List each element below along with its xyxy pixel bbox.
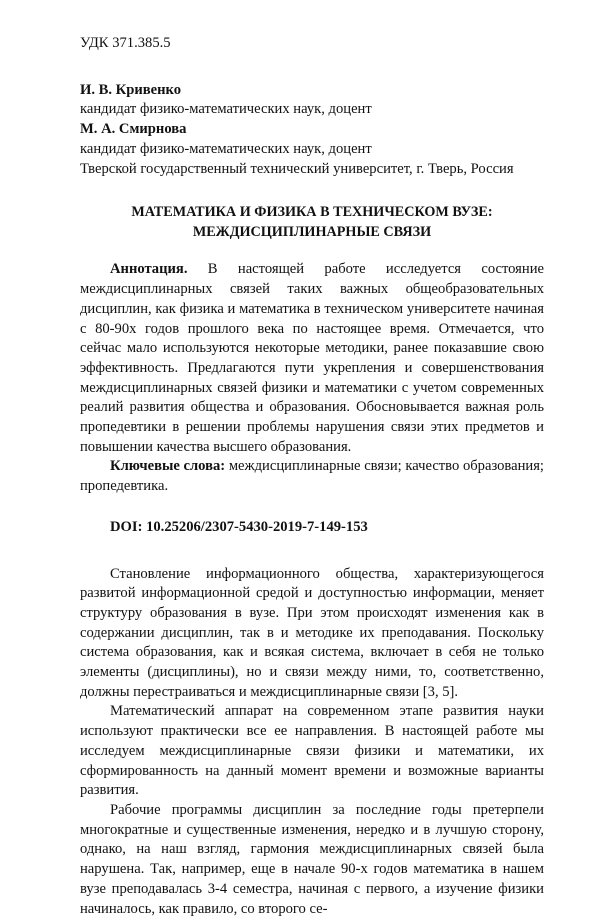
body-paragraph: Рабочие программы дисциплин за последние годы претерпели многократные и существенные изменения, нередко и в лучшую сторону, однако, на наш взгляд, гармония междисциплинарных связей была нарушена. Так, например, еще в начале 90-х годов математика в нашем вузе преподавалась 3-4 семестра, начиная с первого, а изучение физики начиналось, как правило, со второго се- xyxy=(80,801,544,917)
article-title xyxy=(80,203,544,242)
abstract-label: Аннотация. xyxy=(110,261,188,278)
article-title-line: МЕЖДИСЦИПЛИНАРНЫЕ СВЯЗИ xyxy=(192,223,432,240)
body-paragraph: Математический аппарат на современном этапе развития науки используют практически все ее направления. В настоящей работе мы исследуем междисциплинарные связи физики и математики, их сформированность на данный момент времени и возможные варианты развития. xyxy=(80,703,544,799)
udk-code: УДК 371.385.5 xyxy=(80,35,171,51)
article-page xyxy=(80,34,544,919)
doi: DOI: 10.25206/2307-5430-2019-7-149-153 xyxy=(110,518,368,535)
abstract-text: В настоящей работе исследуется состояние междисциплинарных связей таких важных общеобразовательных дисциплин, как физика и математика в техническом университете начиная с 80-90х годов прошлого века по настоящее время. Отмечается, что сейчас мало используются некоторые методики, ранее показавшие свою эффективность. Предлагаются пути укрепления и совершенствования междисциплинарных связей физики и математики с учетом современных реалий развития общества и образования. Обосновывается важная роль пропедевтики в решении проблемы нарушения связи этих предметов и повышении качества высшего образования. xyxy=(80,261,544,455)
author-name: М. А. Смирнова xyxy=(80,121,187,138)
keywords-text: междисциплинарные связи; качество образования; пропедевтика. xyxy=(80,458,544,495)
author-name: И. В. Кривенко xyxy=(80,81,182,98)
abstract xyxy=(80,260,544,457)
author-degree: кандидат физико-математических наук, доцент xyxy=(80,140,372,157)
keywords-label: Ключевые слова: xyxy=(110,458,226,475)
author-affiliation: Тверской государственный технический университет, г. Тверь, Россия xyxy=(80,160,514,177)
author-degree: кандидат физико-математических наук, доцент xyxy=(80,101,372,118)
keywords xyxy=(80,457,544,496)
body-paragraph: Становление информационного общества, характеризующегося развитой информационной средой и доступностью информации, меняет структуру образования в вузе. При этом происходят изменения как в содержании дисциплин, так в и методике их преподавания. Поскольку система образования, как и всякая система, включает в себя не только элементы (дисциплины), но и связи между ними, то, соответственно, должны перестраиваться и междисциплинарные связи [3, 5]. xyxy=(80,565,544,700)
article-title-line: МАТЕМАТИКА И ФИЗИКА В ТЕХНИЧЕСКОМ ВУЗЕ: xyxy=(131,204,493,221)
